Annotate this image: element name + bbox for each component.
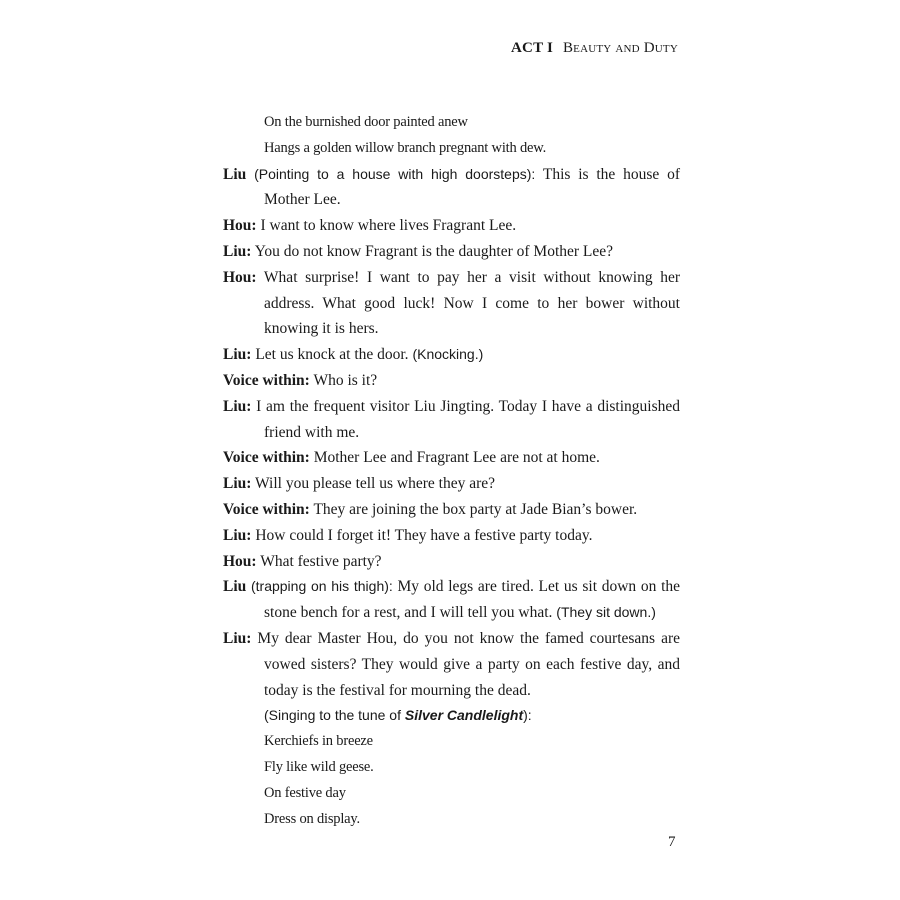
speaker: Voice within:	[223, 500, 310, 518]
dialogue-line	[223, 549, 680, 575]
tune-name: Silver Candlelight	[404, 707, 524, 724]
speaker: Liu:	[223, 397, 252, 415]
dialogue-line	[223, 574, 680, 626]
singing-after: ):	[523, 707, 532, 724]
dialogue-line	[223, 471, 680, 497]
stage-direction: (Knocking.)	[412, 346, 484, 363]
verse-line: On festive day	[264, 784, 346, 801]
speech: This is the house of Mother Lee.	[264, 165, 680, 209]
dialogue-line	[223, 523, 680, 549]
dialogue-line	[223, 497, 680, 523]
dialogue-line	[223, 265, 680, 342]
dialogue-line	[223, 368, 680, 394]
speech: Mother Lee and Fragrant Lee are not at home.	[309, 449, 600, 467]
speaker: Liu:	[223, 526, 252, 544]
speech: Let us knock at the door.	[251, 346, 413, 364]
speech: My old legs are tired. Let us sit down on the stone bench for a rest, and I will tell you what.	[264, 578, 681, 622]
dialogue-line	[223, 626, 680, 703]
dialogue-line	[223, 342, 680, 368]
dialogue-line	[223, 394, 680, 446]
verse-line: Kerchiefs in breeze	[264, 733, 373, 750]
speaker: Liu:	[223, 475, 252, 493]
singing-direction	[223, 703, 680, 729]
verse-line: Dress on display.	[264, 810, 360, 827]
speaker: Liu	[223, 165, 247, 183]
speech: They are joining the box party at Jade Bian’s bower.	[309, 500, 638, 518]
speech: I want to know where lives Fragrant Lee.	[256, 217, 517, 235]
speech: My dear Master Hou, do you not know the famed courtesans are vowed sisters? They would give a party on each festive day, and today is the festival for mourning the dead.	[251, 629, 680, 699]
speaker: Hou:	[223, 268, 257, 286]
speech: What surprise! I want to pay her a visit without knowing her address. What good luck! Now I come to her bower without knowing it is hers.	[256, 268, 680, 338]
dialogue-line	[223, 162, 680, 214]
dialogue-line	[223, 213, 680, 239]
speech: Who is it?	[309, 371, 378, 389]
verse-line: On the burnished door painted anew	[264, 114, 468, 130]
dialogue-line	[223, 239, 680, 265]
stage-direction: (trapping on his thigh):	[250, 578, 393, 595]
speech: I am the frequent visitor Liu Jingting. Today I have a distinguished friend with me.	[251, 397, 680, 441]
page-number: 7	[668, 834, 676, 850]
dialogue-line	[223, 445, 680, 471]
speaker: Hou:	[223, 552, 257, 570]
speaker: Hou:	[223, 217, 257, 235]
speaker: Voice within:	[223, 449, 310, 467]
speaker: Liu:	[223, 242, 252, 260]
speaker: Liu:	[223, 629, 252, 647]
verse-line: Hangs a golden willow branch pregnant with dew.	[264, 139, 547, 156]
chapter-title: Beauty and Duty	[562, 40, 678, 56]
speech: What festive party?	[256, 552, 382, 570]
verse-line: Fly like wild geese.	[264, 758, 374, 775]
running-header	[511, 40, 678, 57]
page-body	[223, 110, 680, 832]
act-label: ACT I	[511, 40, 553, 56]
speech: How could I forget it! They have a festive party today.	[251, 526, 593, 544]
speaker: Voice within:	[223, 371, 310, 389]
speaker: Liu	[223, 578, 247, 596]
speech: You do not know Fragrant is the daughter of Mother Lee?	[251, 242, 614, 260]
speech: Will you please tell us where they are?	[251, 475, 495, 493]
singing-before: (Singing to the tune of	[264, 707, 405, 724]
stage-direction: (They sit down.)	[556, 604, 656, 621]
stage-direction: (Pointing to a house with high doorsteps):	[254, 165, 536, 182]
speaker: Liu:	[223, 346, 252, 364]
